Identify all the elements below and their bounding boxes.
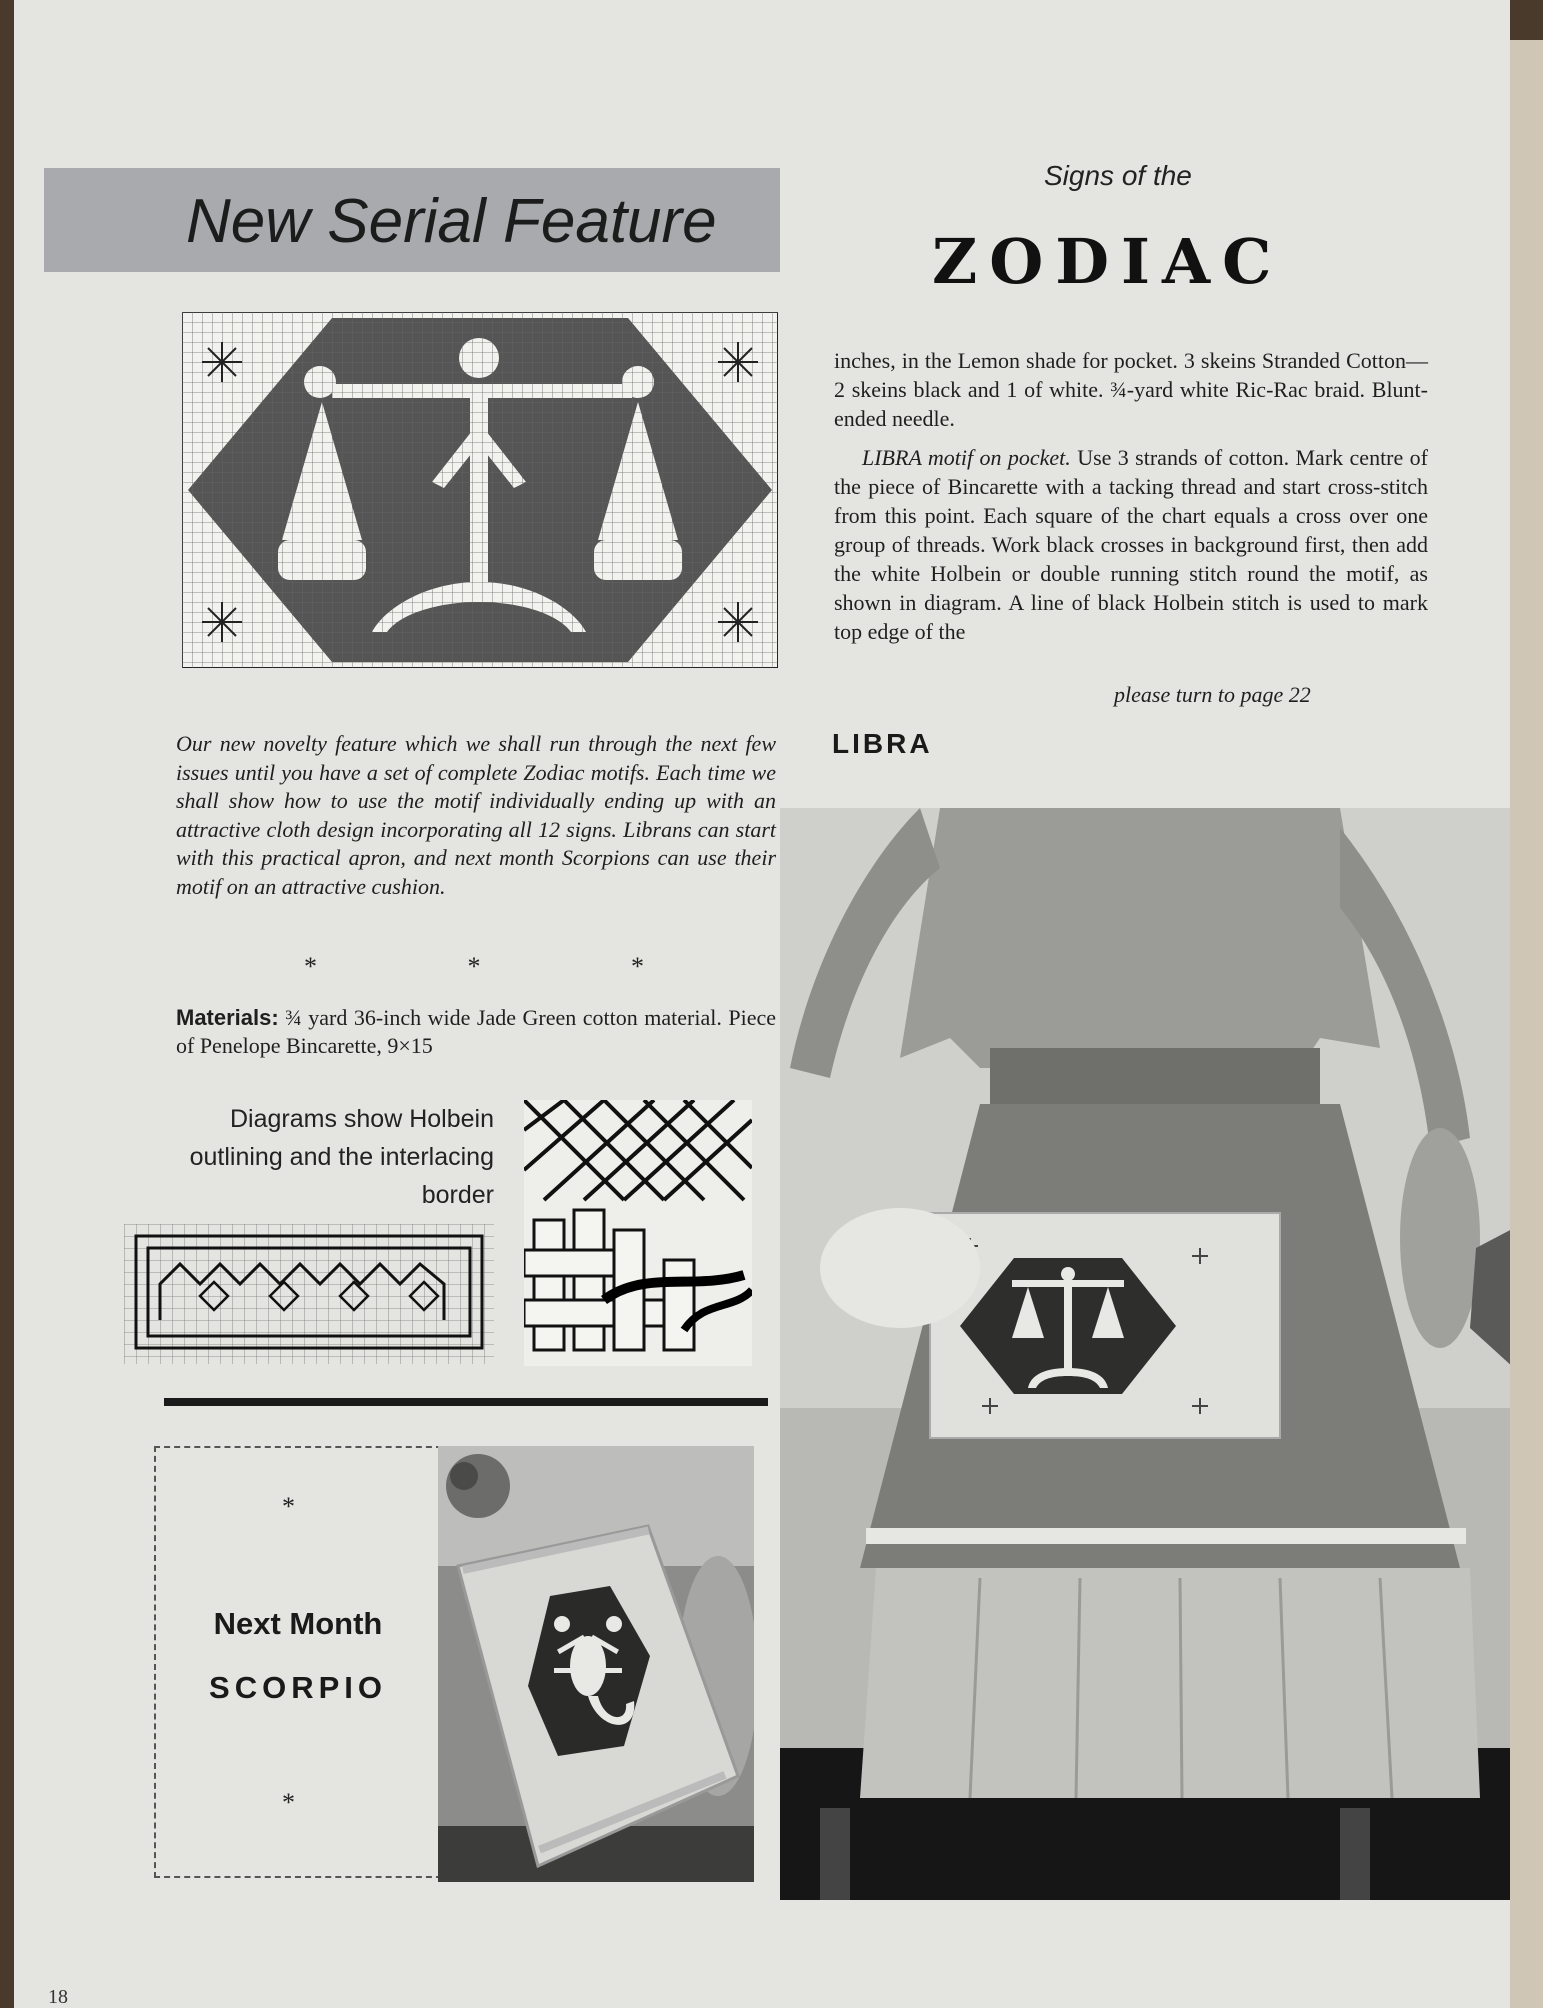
motif-instructions [834,443,1428,646]
turn-note: please turn to page 22 [1114,682,1311,707]
instructions-column [834,346,1428,656]
star-icon: * [282,1788,295,1817]
materials-paragraph [176,1004,776,1060]
star-icon: * [467,952,481,981]
page-title: ZODIAC [932,225,1284,298]
page-number: 18 [48,1986,68,2008]
sign-label: LIBRA [832,728,933,759]
feature-banner [44,168,780,272]
scorpio-cushion-photo [438,1446,754,1882]
section-divider [164,1398,768,1406]
star-icon: * [304,952,317,981]
next-month-box [154,1446,442,1878]
next-month-label: Next Month [213,1606,383,1641]
separator-stars [304,952,644,982]
subtitle: Signs of the [1044,160,1192,191]
materials-text: ¾ yard 36-inch wide Jade Green cotton material. Piece of Penelope Bincarette, 9×15 [176,1005,777,1058]
star-icon: * [282,1492,295,1521]
page-edge [1510,40,1543,2008]
interlacing-border-diagram [524,1100,752,1366]
magazine-page [14,0,1510,2008]
materials-label: Materials: [176,1005,279,1030]
motif-paragraph: Use 3 strands of cotton. Mark centre of the piece of Bincarette with a tacking thread and start cross-stitch from this point. Each square of the chart equals a cross over one group of threads. Work black crosses in background first, then add the white Holbein or double running stitch round the motif, as shown in diagram. A line of black Holbein stitch is used to mark top edge of the [834,445,1428,644]
motif-heading: LIBRA motif on pocket. [862,445,1071,470]
diagram-caption: Diagrams show Holbein outlining and the interlacing border [189,1105,494,1209]
intro-paragraph: Our new novelty feature which we shall run through the next few issues until you have a set of complete Zodiac motifs. Each time we shall show how to use the motif individually ending up with an attractive cloth design incorporating all 12 signs. Librans can start with this practical apron, and next month Scorpions can use their motif on an attractive cushion. [176,731,776,899]
star-icon: * [631,952,644,981]
libra-apron-photo [780,808,1510,1900]
feature-label: New Serial Feature [186,187,717,256]
holbein-outline-diagram [124,1224,494,1364]
libra-chart [182,312,778,668]
instructions-continued: inches, in the Lemon shade for pocket. 3 skeins Stranded Cotton—2 skeins black and 1 of white. ¾-yard white Ric-Rac braid. Blunt-ended needle. [834,348,1428,431]
next-month-sign: SCORPIO [209,1670,387,1705]
